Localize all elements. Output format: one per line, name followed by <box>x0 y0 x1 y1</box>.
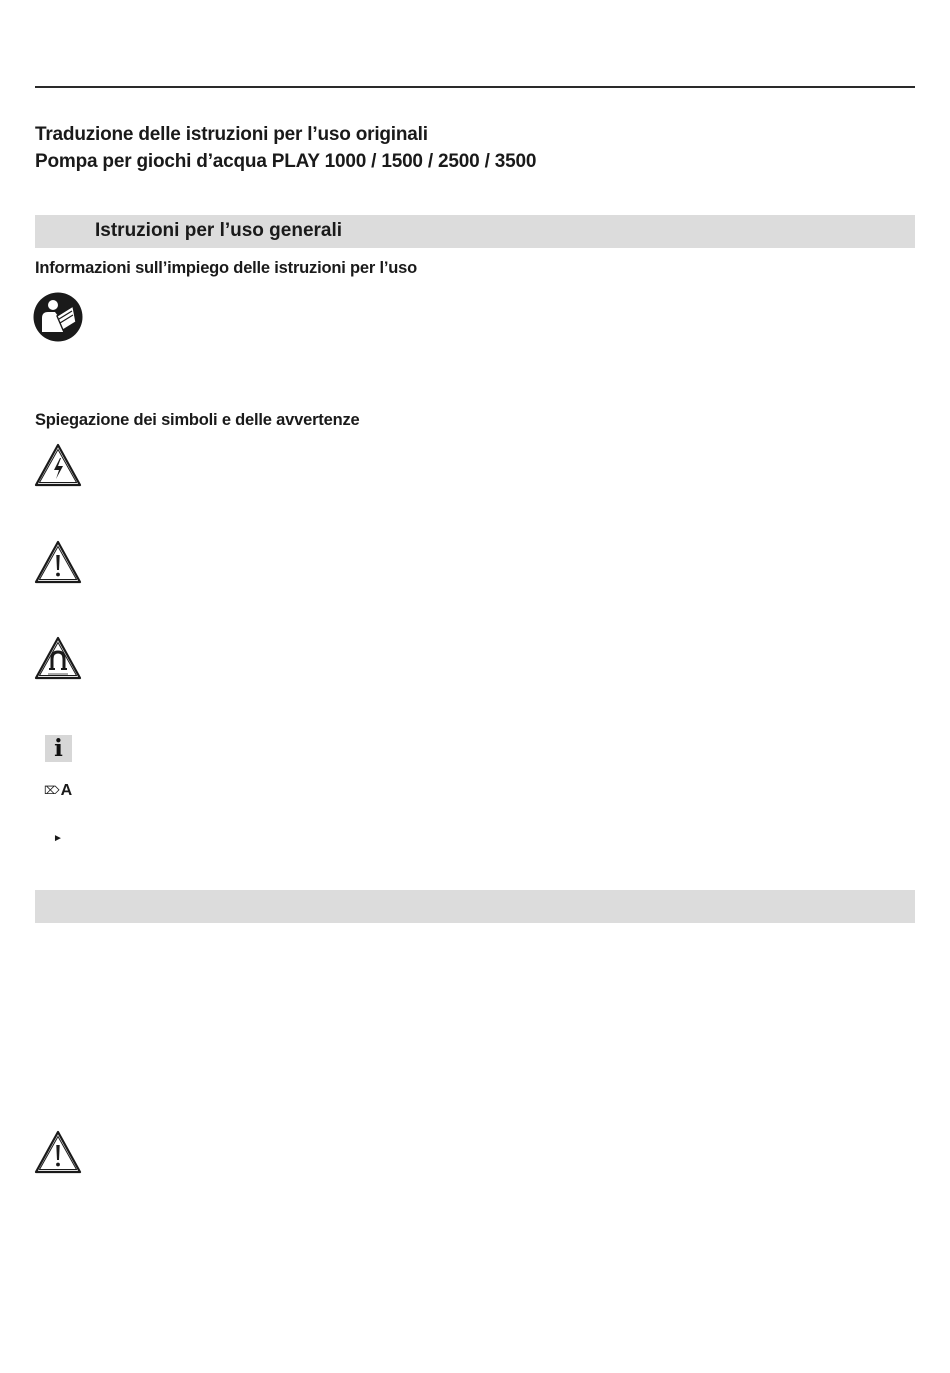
subheading-symbols: Spiegazione dei simboli e delle avvertenze <box>35 411 360 429</box>
info-icon: i <box>45 735 72 762</box>
subheading-manual-info: Informazioni sull’impiego delle istruzioni per l’uso <box>35 259 417 277</box>
header-rule <box>35 86 915 88</box>
warning-icon <box>34 540 82 584</box>
reference-letter: A <box>60 782 73 799</box>
action-arrow-icon: ► <box>53 833 63 844</box>
section-header-second <box>35 890 915 923</box>
section-header-general <box>35 215 915 248</box>
warning-icon <box>34 1130 82 1174</box>
reference-glyph: ⌦ <box>44 785 60 797</box>
electric-hazard-icon <box>34 443 82 487</box>
section-heading: Istruzioni per l’uso generali <box>95 220 343 241</box>
reference-icon <box>44 782 72 800</box>
read-manual-icon <box>33 292 83 342</box>
product-title: Pompa per giochi d’acqua PLAY 1000 / 1500 / 2500 / 3500 <box>35 151 537 172</box>
document-title: Traduzione delle istruzioni per l’uso originali <box>35 124 428 145</box>
magnetic-field-icon <box>34 636 82 680</box>
